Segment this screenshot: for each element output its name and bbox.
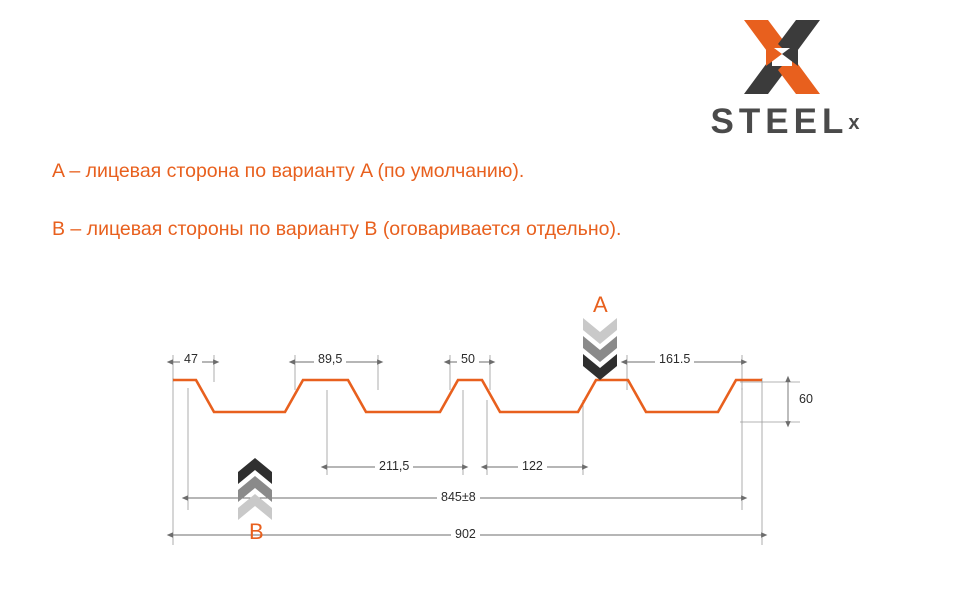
dim-overall-width: 902 [451,527,480,541]
logo-wordmark [690,104,880,139]
dim-rib-top: 50 [457,352,479,366]
profile-drawing-svg [0,270,970,560]
caption-variant-b: B – лицевая стороны по варианту B (оговаривается отдельно). [52,218,622,240]
steelx-x-mark-icon [742,18,822,96]
variant-marker-a-letter: A [593,292,608,317]
logo-superscript-x: x [848,112,860,134]
dim-height: 60 [795,392,817,406]
steelx-logo [690,18,880,143]
variant-marker-b-letter: B [249,519,264,544]
dim-span-2: 122 [518,459,547,473]
dim-pitch-1: 89,5 [314,352,346,366]
caption-variant-a: A – лицевая сторона по варианту A (по умолчанию). [52,160,525,182]
profile-technical-drawing [0,270,970,560]
chevron-up-arrow-icon [238,458,272,520]
dim-flange-left: 47 [180,352,202,366]
dim-span-1: 211,5 [375,459,413,473]
dim-working-width: 845±8 [437,490,480,504]
chevron-down-arrow-icon [583,318,617,380]
logo-wordmark-text: STEEL [710,102,849,141]
profile-outline [173,380,762,412]
dim-flange-right: 161.5 [655,352,694,366]
